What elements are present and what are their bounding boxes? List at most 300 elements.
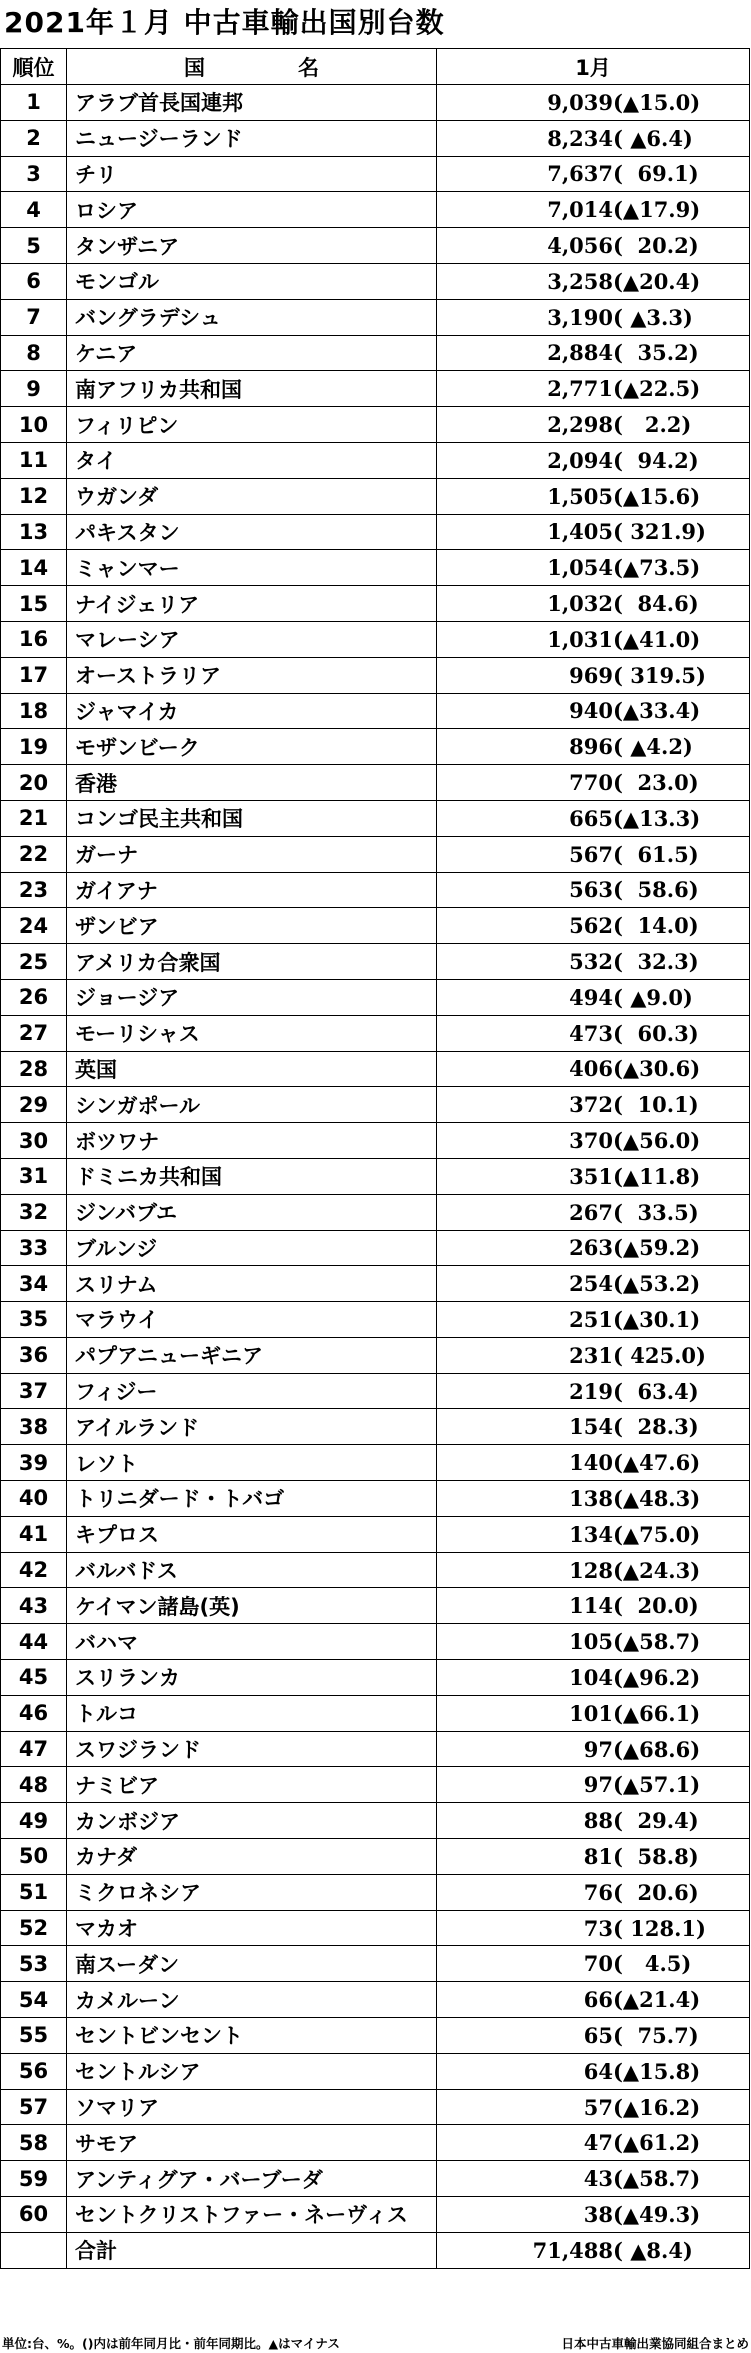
rank-cell: 7 [1, 299, 67, 335]
country-name: モンゴル [67, 263, 437, 299]
table-row [1, 1767, 750, 1803]
country-name: ミクロネシア [67, 1874, 437, 1910]
yoy-change: ( 14.0) [613, 913, 699, 939]
export-count: 254 [569, 1271, 613, 1297]
rank-cell: 45 [1, 1660, 67, 1696]
country-name: アイルランド [67, 1409, 437, 1445]
table-row [1, 2018, 750, 2054]
table-row [1, 2053, 750, 2089]
table-row [1, 1266, 750, 1302]
total-value-cell [437, 2232, 750, 2268]
rank-cell: 28 [1, 1051, 67, 1087]
country-name: モーリシャス [67, 1015, 437, 1051]
export-count: 532 [569, 949, 613, 975]
rank-cell: 49 [1, 1803, 67, 1839]
yoy-change: (▲66.1) [613, 1700, 701, 1726]
country-name: ナミビア [67, 1767, 437, 1803]
table-row [1, 2125, 750, 2161]
rank-cell: 38 [1, 1409, 67, 1445]
country-name: タイ [67, 442, 437, 478]
table-row [1, 1839, 750, 1875]
yoy-change: ( 69.1) [613, 161, 699, 187]
yoy-change: (▲16.2) [613, 2094, 701, 2120]
value-cell [437, 621, 750, 657]
country-name: スリランカ [67, 1660, 437, 1696]
table-row [1, 1946, 750, 1982]
export-count: 562 [569, 913, 613, 939]
export-count: 57 [583, 2094, 613, 2120]
header-country [67, 49, 437, 85]
rank-cell: 21 [1, 800, 67, 836]
yoy-change: (▲57.1) [613, 1772, 701, 1798]
country-name: マラウイ [67, 1302, 437, 1338]
rank-cell: 18 [1, 693, 67, 729]
rank-cell: 8 [1, 335, 67, 371]
table-row [1, 1230, 750, 1266]
yoy-change: ( 4.5) [613, 1951, 692, 1977]
value-cell [437, 1552, 750, 1588]
yoy-change: (▲13.3) [613, 805, 701, 831]
country-name: マカオ [67, 1910, 437, 1946]
country-name: 香港 [67, 765, 437, 801]
country-name: アメリカ合衆国 [67, 944, 437, 980]
rank-cell: 29 [1, 1087, 67, 1123]
table-row [1, 693, 750, 729]
rank-cell: 5 [1, 228, 67, 264]
yoy-change: (▲15.6) [613, 483, 701, 509]
table-row [1, 657, 750, 693]
export-count: 1,054 [547, 555, 613, 581]
country-name: タンザニア [67, 228, 437, 264]
country-name: セントルシア [67, 2053, 437, 2089]
table-row [1, 1660, 750, 1696]
rank-cell: 51 [1, 1874, 67, 1910]
export-count: 47 [583, 2130, 613, 2156]
export-count: 563 [569, 877, 613, 903]
yoy-change: (▲15.8) [613, 2058, 701, 2084]
export-table [0, 48, 750, 2269]
yoy-change: ( 94.2) [613, 447, 699, 473]
export-count: 969 [569, 662, 613, 688]
table-row [1, 1624, 750, 1660]
country-name: オーストラリア [67, 657, 437, 693]
value-cell [437, 1266, 750, 1302]
export-count: 406 [569, 1056, 613, 1082]
table-row [1, 1194, 750, 1230]
total-count: 71,488 [532, 2237, 613, 2263]
footer [0, 2335, 751, 2353]
value-cell [437, 1445, 750, 1481]
country-name: マレーシア [67, 621, 437, 657]
table-row [1, 1910, 750, 1946]
country-name: パキスタン [67, 514, 437, 550]
country-name: キプロス [67, 1516, 437, 1552]
value-cell [437, 2197, 750, 2233]
country-name: コンゴ民主共和国 [67, 800, 437, 836]
country-name: パプアニューギニア [67, 1337, 437, 1373]
export-count: 494 [569, 984, 613, 1010]
table-row [1, 371, 750, 407]
table-row [1, 1982, 750, 2018]
export-count: 4,056 [547, 233, 613, 259]
table-row [1, 1302, 750, 1338]
value-cell [437, 156, 750, 192]
export-count: 105 [569, 1629, 613, 1655]
country-name: ザンビア [67, 908, 437, 944]
header-country-label: 国 名 [184, 55, 355, 80]
table-row [1, 1481, 750, 1517]
yoy-change: (▲61.2) [613, 2130, 701, 2156]
export-count: 64 [583, 2058, 613, 2084]
value-cell [437, 120, 750, 156]
export-count: 134 [569, 1521, 613, 1547]
yoy-change: (▲68.6) [613, 1736, 701, 1762]
table-row [1, 586, 750, 622]
yoy-change: ( 2.2) [613, 412, 692, 438]
yoy-change: ( 61.5) [613, 841, 699, 867]
value-cell [437, 1767, 750, 1803]
yoy-change: (▲96.2) [613, 1664, 701, 1690]
export-count: 7,014 [547, 197, 613, 223]
rank-cell: 32 [1, 1194, 67, 1230]
yoy-change: ( 84.6) [613, 591, 699, 617]
table-body [1, 85, 750, 2233]
yoy-change: ( 20.0) [613, 1593, 699, 1619]
value-cell [437, 335, 750, 371]
export-count: 8,234 [547, 125, 613, 151]
rank-cell: 24 [1, 908, 67, 944]
yoy-change: ( 35.2) [613, 340, 699, 366]
export-count: 263 [569, 1235, 613, 1261]
rank-cell: 39 [1, 1445, 67, 1481]
rank-cell: 23 [1, 872, 67, 908]
yoy-change: ( 58.8) [613, 1843, 699, 1869]
table-row [1, 1087, 750, 1123]
country-name: ジンバブエ [67, 1194, 437, 1230]
value-cell [437, 1588, 750, 1624]
export-count: 896 [569, 734, 613, 760]
value-cell [437, 657, 750, 693]
country-name: ケニア [67, 335, 437, 371]
yoy-change: ( 20.2) [613, 233, 699, 259]
value-cell [437, 693, 750, 729]
export-count: 473 [569, 1020, 613, 1046]
yoy-change: (▲73.5) [613, 555, 701, 581]
yoy-change: (▲48.3) [613, 1485, 701, 1511]
country-name: アンティグア・バーブーダ [67, 2161, 437, 2197]
yoy-change: ( 319.5) [613, 662, 706, 688]
yoy-change: (▲33.4) [613, 698, 701, 724]
value-cell [437, 263, 750, 299]
yoy-change: (▲21.4) [613, 1987, 701, 2013]
export-count: 154 [569, 1414, 613, 1440]
value-cell [437, 979, 750, 1015]
table-row [1, 335, 750, 371]
rank-cell: 14 [1, 550, 67, 586]
value-cell [437, 1839, 750, 1875]
rank-cell: 27 [1, 1015, 67, 1051]
export-count: 38 [583, 2201, 613, 2227]
country-name: ソマリア [67, 2089, 437, 2125]
yoy-change: (▲59.2) [613, 1235, 701, 1261]
export-count: 140 [569, 1450, 613, 1476]
yoy-change: (▲22.5) [613, 376, 701, 402]
value-cell [437, 2053, 750, 2089]
country-name: ブルンジ [67, 1230, 437, 1266]
export-count: 770 [569, 770, 613, 796]
value-cell [437, 550, 750, 586]
value-cell [437, 836, 750, 872]
table-row [1, 514, 750, 550]
value-cell [437, 1302, 750, 1338]
yoy-change: ( ▲9.0) [613, 984, 693, 1010]
yoy-change: (▲75.0) [613, 1521, 701, 1547]
table-row [1, 1516, 750, 1552]
export-count: 2,298 [547, 412, 613, 438]
table-row [1, 1552, 750, 1588]
rank-cell: 35 [1, 1302, 67, 1338]
table-row [1, 192, 750, 228]
value-cell [437, 192, 750, 228]
value-cell [437, 2161, 750, 2197]
table-row [1, 1874, 750, 1910]
export-count: 1,405 [547, 519, 613, 545]
yoy-change: (▲24.3) [613, 1557, 701, 1583]
rank-cell: 57 [1, 2089, 67, 2125]
export-count: 2,771 [547, 376, 613, 402]
table-row [1, 944, 750, 980]
table-row [1, 2161, 750, 2197]
table-row [1, 1695, 750, 1731]
value-cell [437, 1982, 750, 2018]
rank-cell: 59 [1, 2161, 67, 2197]
rank-cell: 11 [1, 442, 67, 478]
table-row [1, 1015, 750, 1051]
export-count: 104 [569, 1664, 613, 1690]
export-count: 138 [569, 1485, 613, 1511]
table-header-row [1, 49, 750, 85]
rank-cell: 52 [1, 1910, 67, 1946]
export-count: 65 [583, 2022, 613, 2048]
value-cell [437, 1516, 750, 1552]
yoy-change: ( 425.0) [613, 1342, 706, 1368]
value-cell [437, 1660, 750, 1696]
yoy-change: ( ▲6.4) [613, 125, 693, 151]
country-name: レソト [67, 1445, 437, 1481]
yoy-change: (▲41.0) [613, 626, 701, 652]
export-count: 370 [569, 1128, 613, 1153]
value-cell [437, 586, 750, 622]
yoy-change: ( 63.4) [613, 1378, 699, 1404]
table-row [1, 442, 750, 478]
yoy-change: ( 32.3) [613, 949, 699, 975]
country-name: スリナム [67, 1266, 437, 1302]
rank-cell: 6 [1, 263, 67, 299]
table-row [1, 299, 750, 335]
export-count: 66 [583, 1987, 613, 2013]
export-count: 101 [569, 1700, 613, 1726]
value-cell [437, 800, 750, 836]
export-count: 567 [569, 841, 613, 867]
export-count: 231 [569, 1342, 613, 1368]
export-count: 1,031 [547, 626, 613, 652]
country-name: サモア [67, 2125, 437, 2161]
country-name: スワジランド [67, 1731, 437, 1767]
value-cell [437, 908, 750, 944]
export-count: 2,094 [547, 447, 613, 473]
table-row [1, 1588, 750, 1624]
value-cell [437, 872, 750, 908]
value-cell [437, 1481, 750, 1517]
yoy-change: ( 10.1) [613, 1092, 699, 1118]
table-row [1, 478, 750, 514]
value-cell [437, 85, 750, 121]
rank-cell: 36 [1, 1337, 67, 1373]
rank-cell: 30 [1, 1123, 67, 1159]
yoy-change: (▲15.0) [613, 89, 701, 115]
rank-cell: 58 [1, 2125, 67, 2161]
yoy-change: (▲30.1) [613, 1306, 701, 1332]
country-name: セントクリストファー・ネーヴィス [67, 2197, 437, 2233]
export-count: 267 [569, 1199, 613, 1225]
export-count: 219 [569, 1378, 613, 1404]
yoy-change: ( 58.6) [613, 877, 699, 903]
rank-cell: 19 [1, 729, 67, 765]
rank-cell: 50 [1, 1839, 67, 1875]
value-cell [437, 1910, 750, 1946]
rank-cell: 56 [1, 2053, 67, 2089]
value-cell [437, 1803, 750, 1839]
country-name: ロシア [67, 192, 437, 228]
value-cell [437, 1731, 750, 1767]
export-count: 88 [583, 1808, 613, 1834]
value-cell [437, 1946, 750, 1982]
yoy-change: ( 128.1) [613, 1915, 706, 1941]
export-count: 128 [569, 1557, 613, 1583]
table-row [1, 2197, 750, 2233]
country-name: ガーナ [67, 836, 437, 872]
yoy-change: ( ▲4.2) [613, 734, 693, 760]
rank-cell: 42 [1, 1552, 67, 1588]
rank-cell: 4 [1, 192, 67, 228]
country-name: シンガポール [67, 1087, 437, 1123]
total-rank-cell [1, 2232, 67, 2268]
value-cell [437, 1624, 750, 1660]
export-count: 2,884 [547, 340, 613, 366]
table-row [1, 1123, 750, 1159]
table-row [1, 836, 750, 872]
export-count: 81 [583, 1843, 613, 1869]
country-name: トリニダード・トバゴ [67, 1481, 437, 1517]
rank-cell: 10 [1, 407, 67, 443]
table-row [1, 120, 750, 156]
table-row [1, 1158, 750, 1194]
rank-cell: 37 [1, 1373, 67, 1409]
yoy-change: ( 75.7) [613, 2022, 699, 2048]
total-row [1, 2232, 750, 2268]
rank-cell: 54 [1, 1982, 67, 2018]
footer-source: 日本中古車輸出業協同組合まとめ [561, 2336, 749, 2351]
rank-cell: 34 [1, 1266, 67, 1302]
rank-cell: 47 [1, 1731, 67, 1767]
table-row [1, 729, 750, 765]
country-name: 英国 [67, 1051, 437, 1087]
yoy-change: (▲30.6) [613, 1056, 701, 1082]
total-change: ( ▲8.4) [613, 2237, 693, 2263]
header-rank: 順位 [1, 49, 67, 85]
table-row [1, 228, 750, 264]
country-name: フィリピン [67, 407, 437, 443]
yoy-change: ( 29.4) [613, 1808, 699, 1834]
rank-cell: 2 [1, 120, 67, 156]
rank-cell: 33 [1, 1230, 67, 1266]
country-name: バハマ [67, 1624, 437, 1660]
value-cell [437, 765, 750, 801]
table-row [1, 1337, 750, 1373]
value-cell [437, 944, 750, 980]
table-row [1, 2089, 750, 2125]
table-row [1, 621, 750, 657]
yoy-change: ( ▲3.3) [613, 304, 693, 330]
value-cell [437, 228, 750, 264]
value-cell [437, 2125, 750, 2161]
value-cell [437, 478, 750, 514]
export-count: 372 [569, 1092, 613, 1118]
total-label: 合計 [67, 2232, 437, 2268]
yoy-change: (▲49.3) [613, 2201, 701, 2227]
export-count: 251 [569, 1306, 613, 1332]
export-count: 351 [569, 1163, 613, 1189]
country-name: ジャマイカ [67, 693, 437, 729]
country-name: カメルーン [67, 1982, 437, 2018]
country-name: トルコ [67, 1695, 437, 1731]
export-count: 114 [569, 1593, 613, 1619]
value-cell [437, 729, 750, 765]
rank-cell: 55 [1, 2018, 67, 2054]
rank-cell: 16 [1, 621, 67, 657]
export-count: 97 [583, 1772, 613, 1798]
table-row [1, 550, 750, 586]
country-name: ケイマン諸島(英) [67, 1588, 437, 1624]
yoy-change: (▲58.7) [613, 1629, 701, 1655]
rank-cell: 22 [1, 836, 67, 872]
table-row [1, 1051, 750, 1087]
yoy-change: ( 321.9) [613, 519, 706, 545]
country-name: バングラデシュ [67, 299, 437, 335]
rank-cell: 46 [1, 1695, 67, 1731]
country-name: ナイジェリア [67, 586, 437, 622]
value-cell [437, 299, 750, 335]
yoy-change: (▲53.2) [613, 1271, 701, 1297]
value-cell [437, 514, 750, 550]
export-count: 73 [583, 1915, 613, 1941]
rank-cell: 41 [1, 1516, 67, 1552]
rank-cell: 3 [1, 156, 67, 192]
rank-cell: 25 [1, 944, 67, 980]
rank-cell: 15 [1, 586, 67, 622]
yoy-change: ( 28.3) [613, 1414, 699, 1440]
value-cell [437, 1051, 750, 1087]
table-row [1, 1409, 750, 1445]
rank-cell: 1 [1, 85, 67, 121]
export-count: 76 [583, 1879, 613, 1905]
rank-cell: 44 [1, 1624, 67, 1660]
yoy-change: (▲11.8) [613, 1163, 701, 1189]
value-cell [437, 1015, 750, 1051]
rank-cell: 53 [1, 1946, 67, 1982]
country-name: アラブ首長国連邦 [67, 85, 437, 121]
value-cell [437, 1194, 750, 1230]
